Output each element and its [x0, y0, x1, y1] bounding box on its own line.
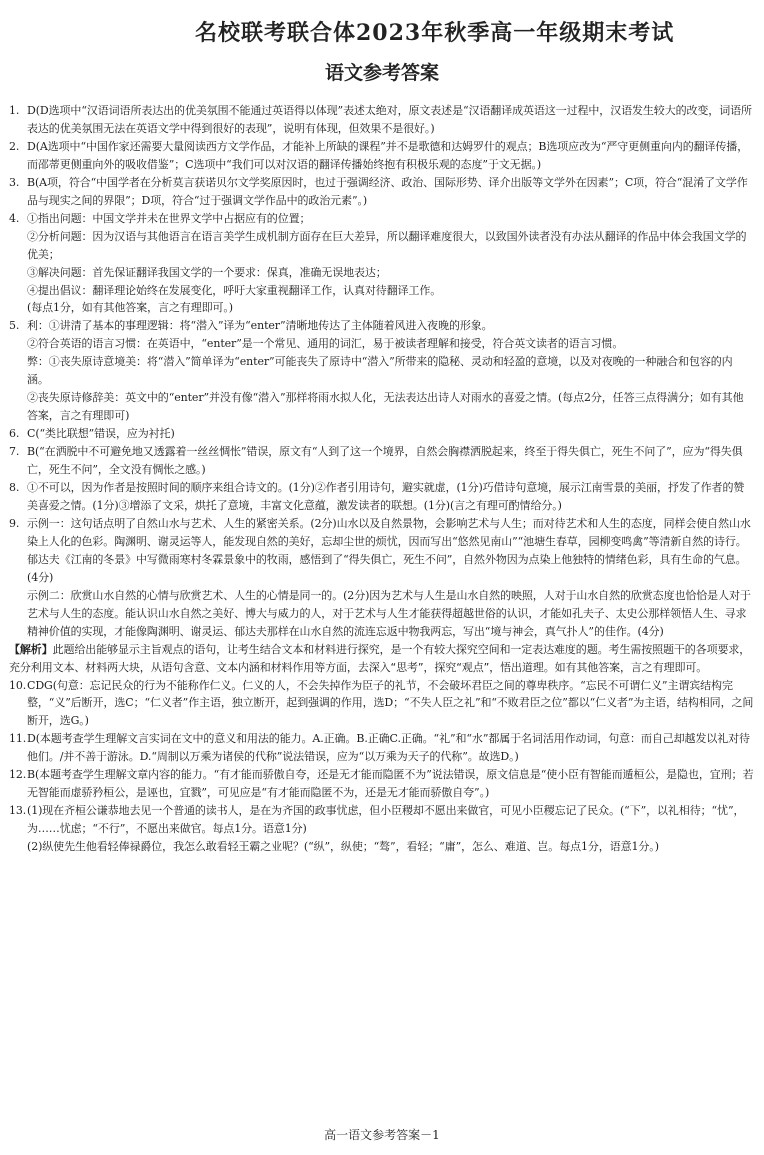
answer-number: 2.	[9, 139, 20, 153]
analysis-note	[9, 641, 754, 677]
analysis-tag: 【解析】	[9, 642, 53, 656]
answer-text	[27, 210, 754, 318]
answer-paragraph: 示例一：这句话点明了自然山水与艺术、人生的紧密关系。(2分)山水以及自然景物，会影响艺术与人生；而对待艺术和人生的态度，同样会使自然山水染上人化的色彩。陶渊明、谢灵运等人，能发现自然的美好，忘却尘世的烦忧，因而写出“悠然见南山”“池塘生春草，园柳变鸣禽”等清新自然的诗行。郁达夫《江南的冬景》中写微雨寒村冬霖景象中的牧雨，感悟到了“得失俱亡，死生不问”，自然外物因为点染上他独特的情绪色彩，具有生命的气息。(4分)	[27, 516, 751, 584]
answer-number: 8.	[9, 481, 20, 495]
answer-number: 13.	[9, 804, 27, 818]
answer-paragraph: ②分析问题：因为汉语与其他语言在语言美学生成机制方面存在巨大差异，所以翻译难度很大，以致国外读者没有办法从翻译的作品中体会我国文学的优美；	[27, 229, 747, 261]
answer-text	[27, 138, 754, 174]
answer-text	[27, 174, 754, 210]
answer-number: 1.	[9, 104, 20, 117]
answer-text	[27, 102, 754, 138]
answer-paragraph: ③解决问题：首先保证翻译我国文学的一个要求：保真，准确无误地表达；	[27, 265, 387, 279]
answer-number: 11.	[9, 732, 27, 746]
answer-paragraph: B(本题考查学生理解文章内容的能力。“有才能而骄傲自夸，还是无才能而隐匿不为”说法错误，原文信息是“使小臣有智能而遁桓公，是隐也，宜刑；若无智能而虚骄矜桓公，是诬也，宜戮”，可见应是“有才能而隐匿不为，还是无才能而骄傲自夸”。)	[27, 768, 754, 800]
answer-text	[27, 443, 754, 479]
answer-item	[9, 210, 754, 318]
answer-paragraph: ①指出问题：中国文学并未在世界文学中占据应有的位置；	[27, 211, 311, 225]
answer-paragraph: D(D选项中“汉语词语所表达出的优美氛围不能通过英语得以体现”表述太绝对，原文表述是“汉语翻译成英语这一过程中，汉语发生较大的改变，词语所表达的优美氛围无法在英语文学中得到很好的表现”，说明有体现，但效果不是很好。)	[27, 104, 752, 135]
page-footer: 高一语文参考答案－1	[324, 1128, 440, 1142]
answer-paragraph: ①不可以，因为作者是按照时间的顺序来组合诗文的。(1分)②作者引用诗句，避实就虚，(1分)巧借诗句意境，展示江南雪景的美丽，抒发了作者的赞美喜爱之情。(1分)③增添了文采，烘托了意境，丰富文化意蕴，激发读者的联想。(1分)(言之有理可酌情给分。)	[27, 481, 745, 512]
answer-text	[27, 802, 754, 856]
answer-number: 7.	[9, 445, 20, 459]
answer-paragraph: D(A选项中“中国作家还需要大量阅读西方文学作品，才能补上所缺的课程”并不是歌德和达姆罗什的观点；B选项应改为“严守更侧重向内的翻译传播，而邵蒂更侧重向外的吸收借鉴”；C选项中“我们可以对汉语的翻译传播始终抱有积极乐观的态度”于文无据。)	[27, 139, 749, 171]
answer-paragraph: ②符合英语的语言习惯：在英语中，“enter”是一个常见、通用的词汇，易于被读者理解和接受，符合英文读者的语言习惯。	[27, 337, 624, 351]
analysis-text: 此题给出能够显示主旨观点的语句，让考生结合文本和材料进行探究，是一个有较大探究空间和一定表达难度的题。考生需按照题干的各项要求，充分利用文本、材料两大块，从语句含意、文本内涵和材料作用等方面，去深入“思考”，探究“观点”，悟出道理。如有其他答案，言之有理即可。	[9, 642, 751, 674]
answer-text	[27, 677, 754, 731]
answer-number: 5.	[9, 319, 20, 333]
answer-number: 10.	[9, 678, 27, 692]
answer-text	[27, 317, 754, 425]
answer-text	[27, 766, 754, 802]
answer-item	[9, 766, 754, 802]
answer-paragraph: C(“类比联想”错误，应为衬托)	[27, 427, 175, 441]
answer-paragraph: ②丧失原诗修辞美：英文中的“enter”并没有像“潜入”那样将雨水拟人化，无法表达出诗人对雨水的喜爱之情。(每点2分，任答三点得满分；如有其他答案，言之有理即可)	[27, 391, 744, 423]
answer-item	[9, 730, 754, 766]
answer-item	[9, 479, 754, 515]
answer-paragraph: 弊：①丧失原诗意境美：将“潜入”简单译为“enter”可能丧失了原诗中“潜入”所带来的隐秘、灵动和轻盈的意境，以及对夜晚的一种融合和包容的内涵。	[27, 355, 733, 387]
answer-number: 3.	[9, 175, 20, 189]
answer-paragraph: B(A项，符合“中国学者在分析莫言获诺贝尔文学奖原因时，也过于强调经济、政治、国际形势、译介出版等文学外在因素”；C项，符合“混淆了文学作品与现实之间的界限”；D项，符合“过于强调文学作品中的政治元素”。)	[27, 175, 748, 207]
answer-text	[27, 479, 754, 515]
answer-paragraph: CDG(句意：忘记民众的行为不能称作仁义。仁义的人，不会失掉作为臣子的礼节，不会破坏君臣之间的尊卑秩序。“忘民不可谓仁义”主谓宾结构完整，“义”后断开，选C；“仁义者”作主语，独立断开，起到强调的作用，选D；“不失人臣之礼”和“不败君臣之位”都以“仁义者”为主语，结构相同，之间断开，选G。)	[27, 678, 754, 728]
answer-text	[27, 515, 754, 641]
answer-item	[9, 138, 754, 174]
answer-list	[9, 102, 754, 1118]
answer-paragraph: ④提出倡议：翻译理论始终在发展变化，呼吁大家重视翻译工作，认真对待翻译工作。	[27, 283, 442, 297]
answer-text	[27, 425, 754, 443]
answer-paragraph: 利：①讲清了基本的事理逻辑：将“潜入”译为“enter”清晰地传达了主体随着风进入夜晚的形象。	[27, 319, 493, 333]
answer-paragraph: (每点1分，如有其他答案，言之有理即可。)	[27, 301, 233, 315]
answer-text	[27, 730, 754, 766]
answer-number: 9.	[9, 516, 20, 530]
answer-item	[9, 677, 754, 731]
answer-paragraph: (1)现在齐桓公谦恭地去见一个普通的读书人，是在为齐国的政事忧虑，但小臣稷却不愿出来做官，可见小臣稷忘记了民众。(“下”，以礼相待；“忧”，为……忧虑；“不行”，不愿出来做官。每点1分。语意1分)	[27, 804, 745, 836]
answer-item	[9, 802, 754, 856]
answer-item	[9, 443, 754, 479]
answer-number: 12.	[9, 768, 27, 782]
answer-item	[9, 425, 754, 443]
answer-item	[9, 317, 754, 425]
answer-number: 4.	[9, 211, 20, 225]
answer-key-title: 语文参考答案	[324, 62, 439, 84]
answer-item	[9, 174, 754, 210]
answer-paragraph: (2)纵使先生他看轻俸禄爵位，我怎么敢看轻王霸之业呢？(“纵”，纵使；“骜”，看轻；“庸”，怎么、难道、岂。每点1分，语意1分。)	[27, 840, 659, 854]
answer-item	[9, 102, 754, 138]
answer-item	[9, 515, 754, 641]
answer-paragraph: B(“在洒脱中不可避免地又透露着一丝丝惆怅”错误，原文有“人到了这一个境界，自然会胸襟洒脱起来，终至于得失俱亡，死生不问了”，应为“得失俱亡，死生不问”，全文没有惆怅之感。)	[27, 445, 743, 477]
answer-number: 6.	[9, 427, 20, 441]
answer-paragraph: D(本题考查学生理解文言实词在文中的意义和用法的能力。A.正确。B.正确C.正确。“礼”和“水”都属于名词活用作动词，句意：而自己却越发以礼对待他们。/并不善于游泳。D.“周制以万乘为诸侯的代称”说法错误，应为“以万乘为天子的代称”。故选D。)	[27, 732, 750, 764]
answer-paragraph: 示例二：欣赏山水自然的心情与欣赏艺术、人生的心情是同一的。(2分)因为艺术与人生是山水自然的映照，人对于山水自然的欣赏态度也恰恰是人对于艺术与人生的态度。能认识山水自然之美好、博大与威力的人，对于艺术与人生才能获得超越世俗的认识，才能如孔夫子、太史公那样领悟人生、寻求精神价值的实现，才能像陶渊明、谢灵运、郁达夫那样在山水自然的流连忘返中物我两忘，写出“境与神会，真气扑人”的佳作。(4分)	[27, 588, 751, 638]
exam-title: 名校联考联合体2023年秋季高一年级期末考试	[195, 20, 675, 46]
